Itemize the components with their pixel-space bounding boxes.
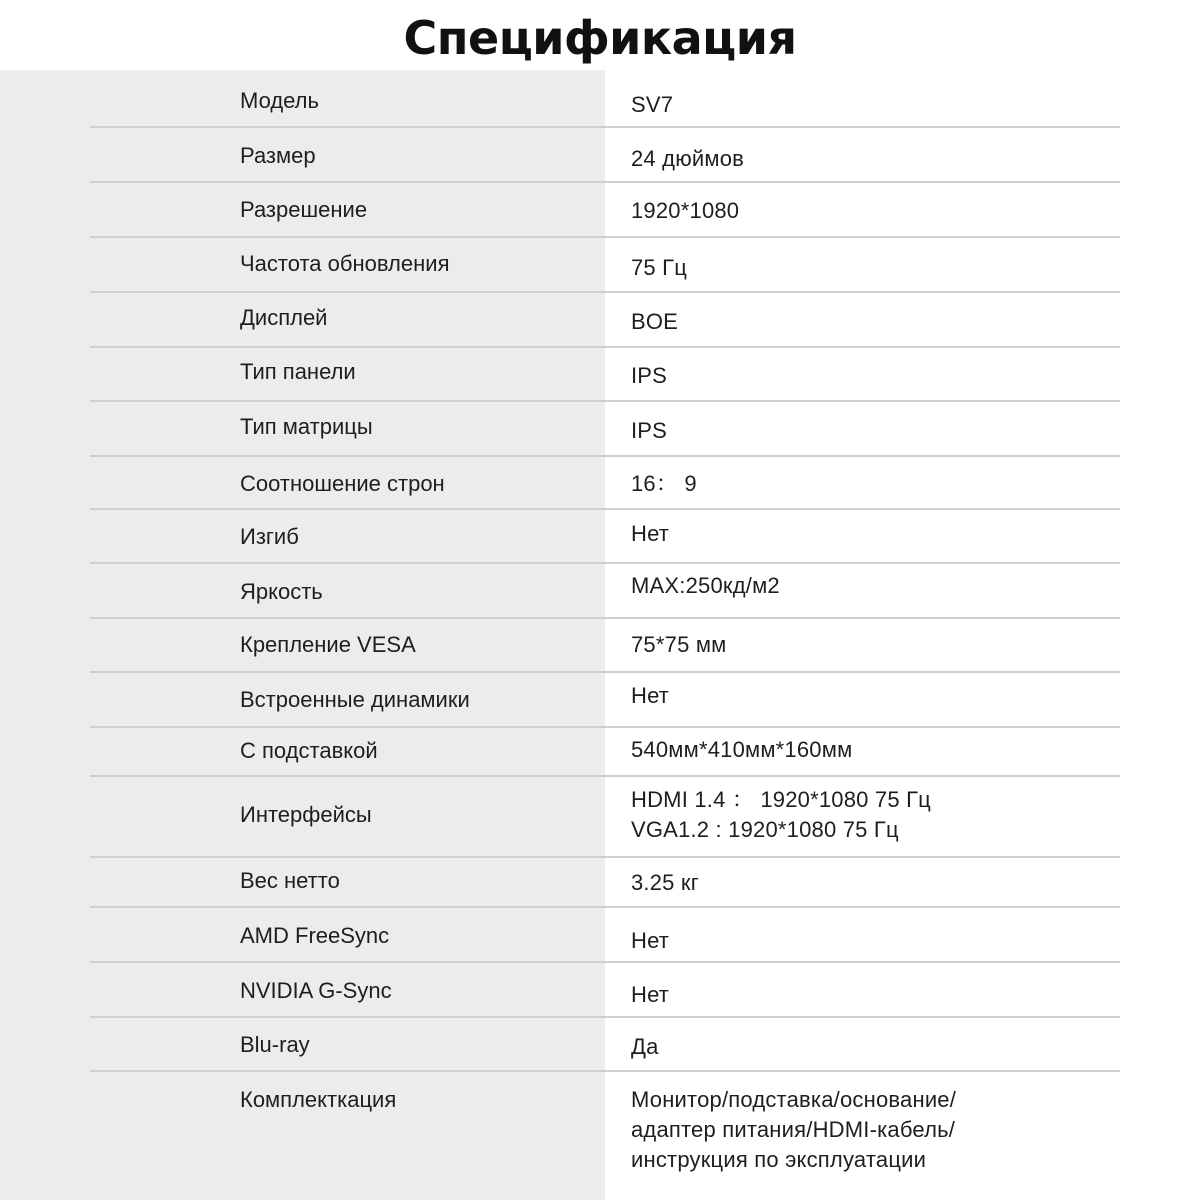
spec-label: AMD FreeSync [240,923,390,948]
spec-value [631,416,667,446]
row-divider [90,617,1120,619]
spec-value [631,1085,956,1175]
spec-label: Комплекткация [240,1087,397,1112]
spec-value-line: Да [631,1034,659,1059]
spec-value-line: VGA1.2 : 1920*1080 75 Гц [631,817,899,842]
row-divider [90,181,1120,183]
spec-label: NVIDIA G-Sync [240,978,392,1003]
spec-value-line: инструкция по эксплуатации [631,1147,927,1172]
spec-value [631,519,669,549]
spec-value-line: Нет [631,521,670,546]
row-divider [90,346,1120,348]
row-divider [90,562,1120,564]
row-divider [90,1016,1120,1018]
spec-value [631,361,667,391]
spec-value-line: BOE [631,309,679,334]
row-divider [90,508,1120,510]
spec-value [631,1032,659,1062]
spec-value [631,196,739,226]
spec-value [631,735,852,765]
spec-label: Частота обновления [240,251,450,276]
spec-label: Разрешение [240,197,368,222]
page-title: Спецификация [403,11,797,65]
spec-value-line: Нет [631,683,670,708]
spec-value [631,926,669,956]
spec-label: Дисплей [240,305,328,330]
row-divider [90,961,1120,963]
spec-value-line: Монитор/подставка/основание/ [631,1087,957,1112]
spec-value [631,630,726,660]
spec-value [631,980,669,1010]
spec-label: Вес нетто [240,868,340,893]
spec-value-line: Нет [631,928,670,953]
row-divider [90,775,1120,777]
spec-value-line: IPS [631,363,668,388]
spec-value [631,469,697,499]
row-divider [90,126,1120,128]
spec-label: Изгиб [240,524,299,549]
spec-value-line: HDMI 1.4 ： 1920*1080 75 Гц [631,787,931,812]
spec-value-line: MAX:250кд/м2 [631,573,780,598]
spec-value [631,253,687,283]
spec-value [631,90,673,120]
spec-value [631,785,931,845]
spec-value-line: 1920*1080 [631,198,740,223]
row-divider [90,291,1120,293]
spec-label: С подставкой [240,738,378,763]
row-divider [90,1070,1120,1072]
spec-value-line: 540мм*410мм*160мм [631,737,853,762]
row-divider [90,726,1120,728]
row-divider [90,236,1120,238]
spec-value [631,681,669,711]
row-divider [90,455,1120,457]
spec-label: Яркость [240,579,323,604]
spec-value-line: 24 дюймов [631,146,745,171]
spec-label: Интерфейсы [240,802,372,827]
spec-value-line: 75*75 мм [631,632,727,657]
row-divider [90,400,1120,402]
spec-value-line: 3.25 кг [631,870,699,895]
spec-value [631,144,744,174]
spec-label: Крепление VESA [240,632,416,657]
row-divider [90,856,1120,858]
spec-value-line: SV7 [631,92,674,117]
spec-value [631,868,699,898]
spec-value-line: 75 Гц [631,255,688,280]
spec-value [631,571,780,601]
spec-label: Встроенные динамики [240,687,470,712]
spec-label: Тип панели [240,359,356,384]
spec-value-line: адаптер питания/HDMI-кабель/ [631,1117,956,1142]
spec-label: Blu-ray [240,1032,310,1057]
spec-label: Соотношение строн [240,471,445,496]
spec-label: Размер [240,143,316,168]
row-divider [90,906,1120,908]
spec-value-line: Нет [631,982,670,1007]
spec-value-line: IPS [631,418,668,443]
spec-value-line: 16： 9 [631,471,697,496]
spec-value [631,307,678,337]
spec-label: Тип матрицы [240,414,373,439]
spec-label: Модель [240,88,319,113]
row-divider [90,671,1120,673]
